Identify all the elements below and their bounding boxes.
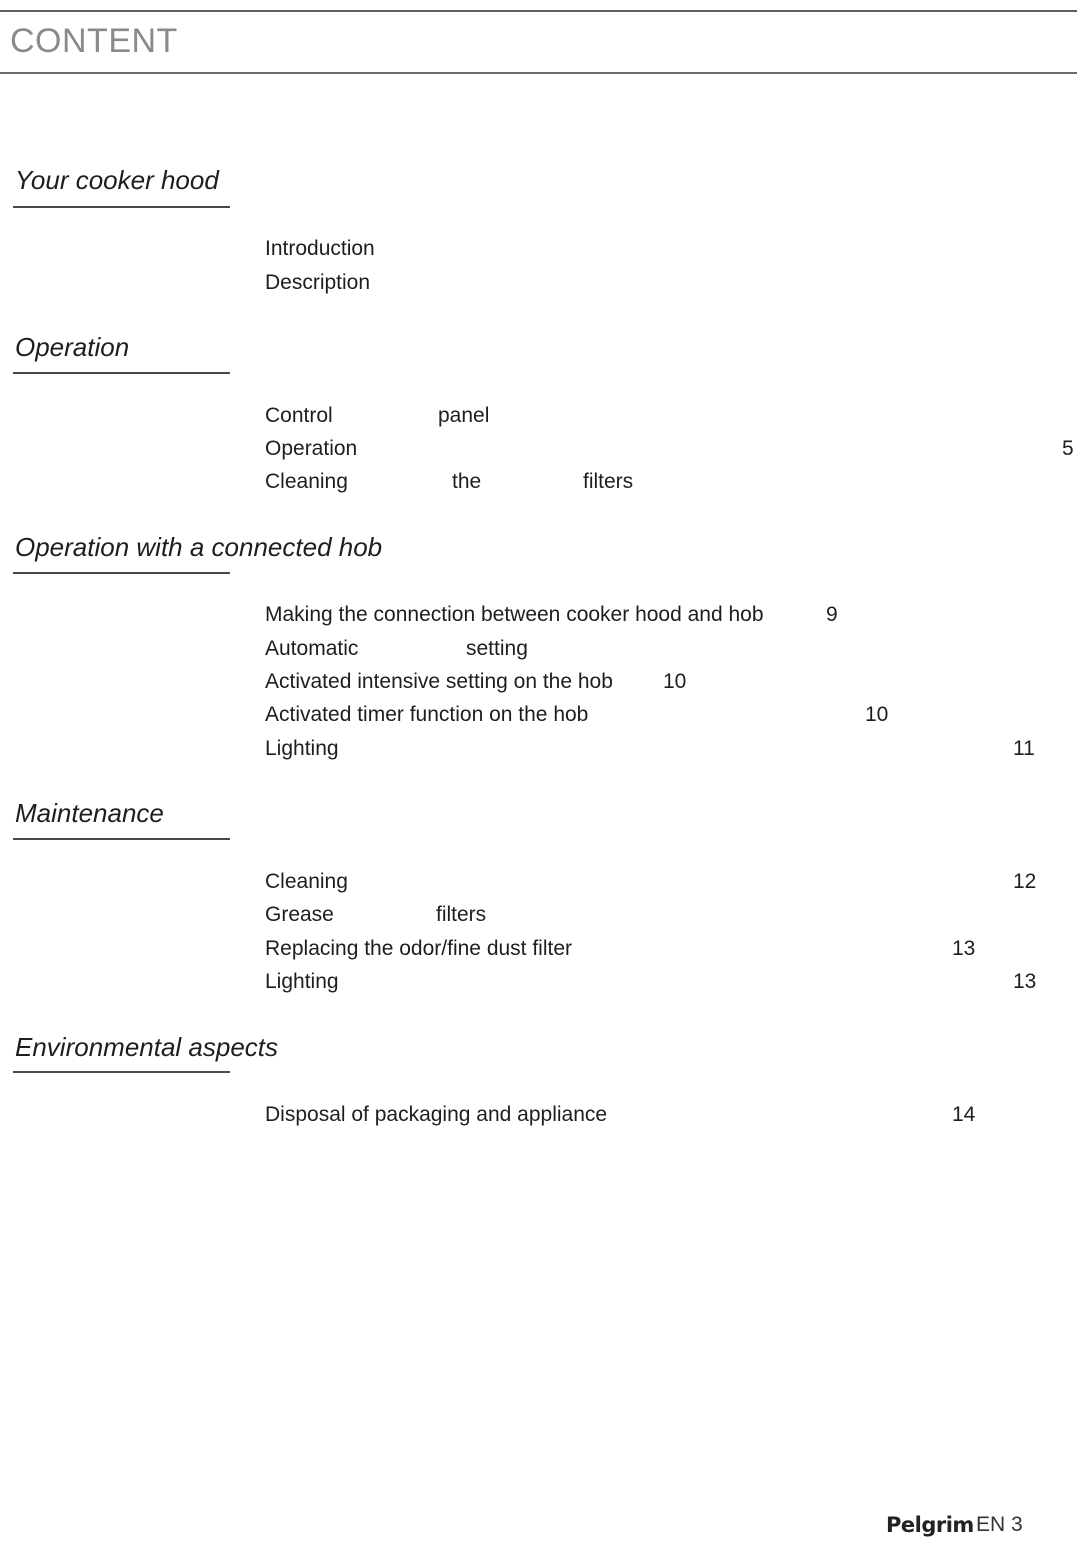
toc-entry-cleaning-filters-word1[interactable]: Cleaning [265,470,348,493]
toc-entry-disposal[interactable]: Disposal of packaging and appliance [265,1103,608,1126]
toc-entry-lighting[interactable]: Lighting [265,737,339,760]
toc-page-number: 12 [1013,870,1037,893]
toc-entry-grease-filters-word2[interactable]: filters [436,903,487,926]
section-rule [13,572,230,574]
section-heading-maintenance: Maintenance [15,798,164,828]
toc-entry-timer-function[interactable]: Activated timer function on the hob [265,703,589,726]
toc-entry-replacing-filter[interactable]: Replacing the odor/fine dust filter [265,937,573,960]
toc-page-number: 9 [826,603,838,626]
page-title: CONTENT [10,22,178,60]
section-rule [13,372,230,374]
section-rule [13,1071,230,1073]
toc-entry-cleaning[interactable]: Cleaning [265,870,348,893]
toc-entry-lighting-maintenance[interactable]: Lighting [265,970,339,993]
toc-entry-automatic-setting-word1[interactable]: Automatic [265,637,359,660]
toc-entry-description[interactable]: Description [265,271,371,294]
toc-page-number: 10 [865,703,889,726]
section-heading-operation: Operation [15,332,130,362]
toc-entry-control-panel-word1[interactable]: Control [265,404,333,427]
toc-page-number: 11 [1013,737,1035,760]
header-bottom-rule [0,72,1077,74]
toc-entry-making-connection[interactable]: Making the connection between cooker hood and hob [265,603,764,626]
section-heading-your-cooker-hood: Your cooker hood [15,165,219,195]
toc-entry-introduction[interactable]: Introduction [265,237,375,260]
toc-page-number: 5 [1062,437,1074,460]
toc-page-number: 13 [1013,970,1037,993]
toc-entry-grease-filters-word1[interactable]: Grease [265,903,334,926]
toc-page-number: 10 [663,670,687,693]
section-heading-connected-hob: Operation with a connected hob [15,532,383,562]
page-number-label: EN 3 [976,1513,1023,1536]
section-heading-environmental: Environmental aspects [15,1032,279,1062]
toc-entry-operation[interactable]: Operation [265,437,358,460]
header-top-rule [0,10,1077,12]
toc-entry-control-panel-word2[interactable]: panel [438,404,490,427]
brand-logo: Pelgrim [886,1513,974,1537]
section-rule [13,206,230,208]
toc-entry-cleaning-filters-word2[interactable]: the [452,470,482,493]
toc-page-number: 13 [952,937,976,960]
toc-entry-intensive-setting[interactable]: Activated intensive setting on the hob [265,670,613,693]
toc-entry-cleaning-filters-word3[interactable]: filters [583,470,634,493]
toc-page-number: 14 [952,1103,976,1126]
toc-entry-automatic-setting-word2[interactable]: setting [466,637,528,660]
section-rule [13,838,230,840]
